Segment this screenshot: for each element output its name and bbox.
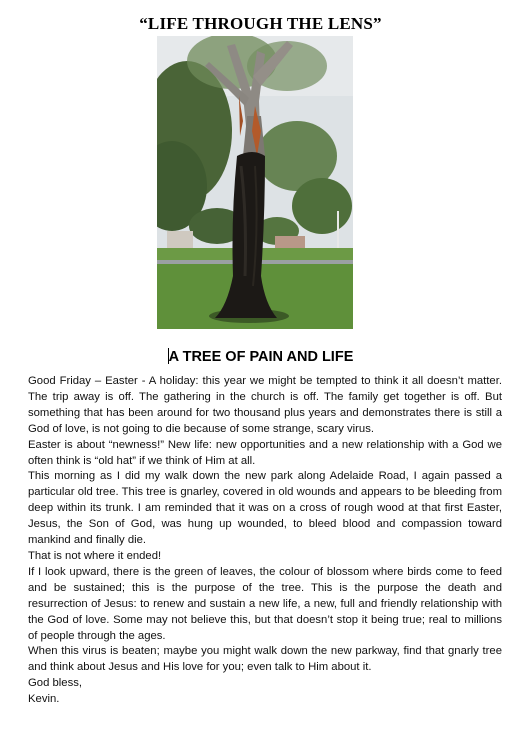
author-name: Kevin.: [28, 693, 60, 706]
paragraph: Good Friday – Easter - A holiday: this year we might be tempted to think it all doesn’t matter. The trip away is off. The gathering in the church is off. The family get together is off. But something that has been around for two thousand plus years and demonstrates there is still a God of love, is not going to die because of some strange, scary virus.: [28, 375, 502, 435]
paragraph: When this virus is beaten; maybe you might walk down the new parkway, find that gnarly tree and think about Jesus and His love for you; even talk to Him about it.: [28, 645, 502, 674]
article-heading: [0, 348, 521, 365]
document-title: “LIFE THROUGH THE LENS”: [139, 14, 382, 33]
article-heading-text: A TREE OF PAIN AND LIFE: [168, 349, 354, 365]
tree-photo-graphic: [157, 36, 353, 329]
paragraph: That is not where it ended!: [28, 549, 162, 562]
sign-off: God bless,: [28, 677, 83, 690]
paragraph: Easter is about “newness!” New life: new opportunities and a new relationship with a God we often think is “old hat” if we think of Him at all.: [28, 438, 502, 467]
tree-photo: [157, 36, 353, 329]
article-body: [28, 374, 502, 708]
paragraph: If I look upward, there is the green of leaves, the colour of blossom where birds come to feed and be sustained; this is the purpose of the tree. This is the purpose the death and resurrection of Jesus: to renew and sustain a new life, a new, full and friendly relationship with the God of love. Some may not believe this, but that doesn’t stop it being true; real to millions of people through the ages.: [28, 565, 502, 642]
paragraph: This morning as I did my walk down the new park along Adelaide Road, I again passed a particular old tree. This tree is gnarley, covered in old wounds and appears to be bleeding from deep within its trunk. I am reminded that it was on a cross of rough wood at that first Easter, Jesus, the Son of God, was hung up wounded, to bleed blood and compassion toward mankind and finally die.: [28, 470, 502, 547]
